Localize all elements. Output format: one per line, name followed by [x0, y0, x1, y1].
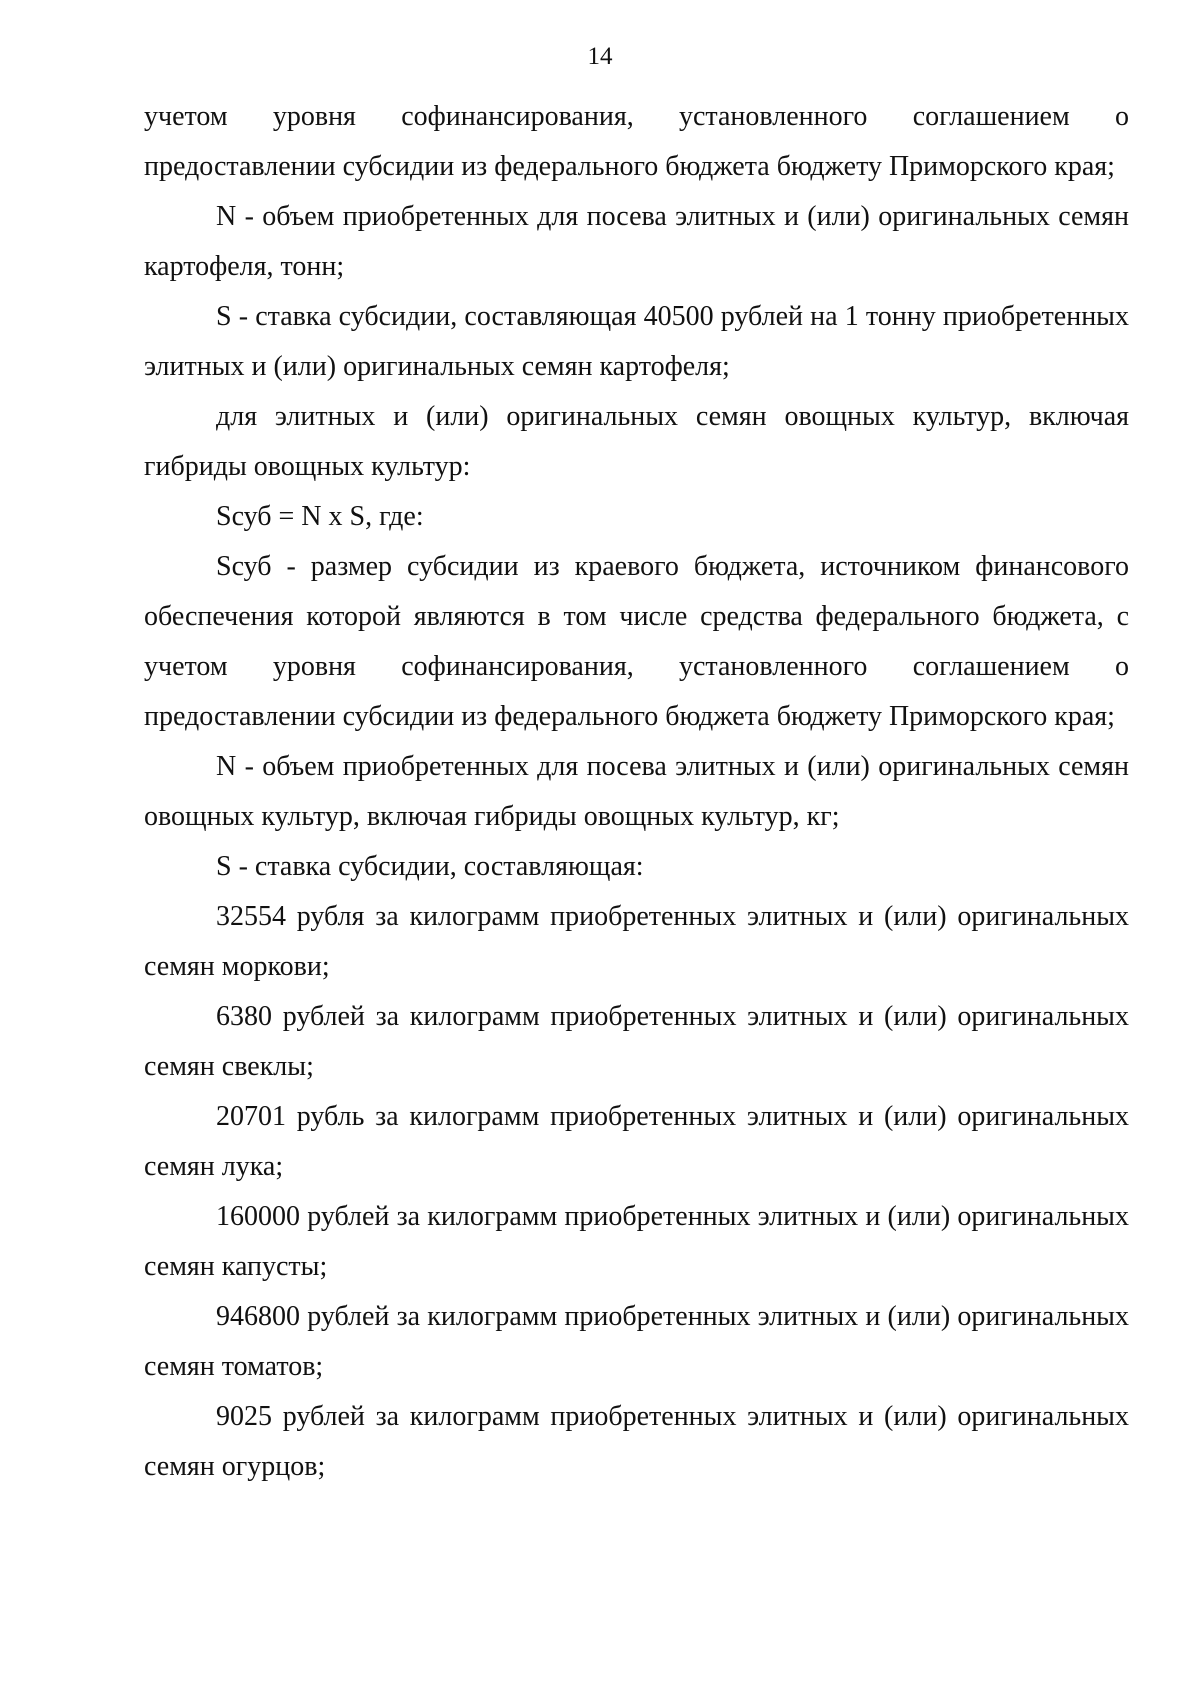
formula-line: Sсуб = N x S, где:: [216, 501, 424, 532]
paragraph-n-vegetable-definition: N - объем приобретенных для посева элитных и (или) оригинальных семян овощных культур, включая гибриды овощных культур, кг;: [144, 751, 1129, 832]
rate-item-beet: 6380 рублей за килограмм приобретенных элитных и (или) оригинальных семян свеклы;: [144, 1001, 1129, 1082]
rate-item-carrot: 32554 рубля за килограмм приобретенных элитных и (или) оригинальных семян моркови;: [144, 901, 1129, 982]
paragraph-ssub-definition: Sсуб - размер субсидии из краевого бюджета, источником финансового обеспечения которой являются в том числе средства федерального бюджета, с учетом уровня софинансирования, установленного соглашением о предоставлении субсидии из федерального бюджета бюджету Приморского края;: [144, 551, 1129, 732]
rate-item-tomato: 946800 рублей за килограмм приобретенных элитных и (или) оригинальных семян томатов;: [144, 1301, 1129, 1382]
document-body: [144, 92, 1129, 1492]
rate-item-cabbage: 160000 рублей за килограмм приобретенных элитных и (или) оригинальных семян капусты;: [144, 1201, 1129, 1282]
page-number: 14: [587, 43, 613, 70]
rate-item-onion: 20701 рубль за килограмм приобретенных элитных и (или) оригинальных семян лука;: [144, 1101, 1129, 1182]
paragraph-cofinancing-continuation: учетом уровня софинансирования, установленного соглашением о предоставлении субсидии из федерального бюджета бюджету Приморского края;: [144, 101, 1129, 182]
paragraph-vegetable-seeds-intro: для элитных и (или) оригинальных семян овощных культур, включая гибриды овощных культур:: [144, 401, 1129, 482]
paragraph-s-potato-rate: S - ставка субсидии, составляющая 40500 рублей на 1 тонну приобретенных элитных и (или) оригинальных семян картофеля;: [144, 301, 1129, 382]
paragraph-s-rate-intro: S - ставка субсидии, составляющая:: [216, 851, 644, 882]
rate-item-cucumber: 9025 рублей за килограмм приобретенных элитных и (или) оригинальных семян огурцов;: [144, 1401, 1129, 1482]
paragraph-n-potato-definition: N - объем приобретенных для посева элитных и (или) оригинальных семян картофеля, тонн;: [144, 201, 1129, 282]
